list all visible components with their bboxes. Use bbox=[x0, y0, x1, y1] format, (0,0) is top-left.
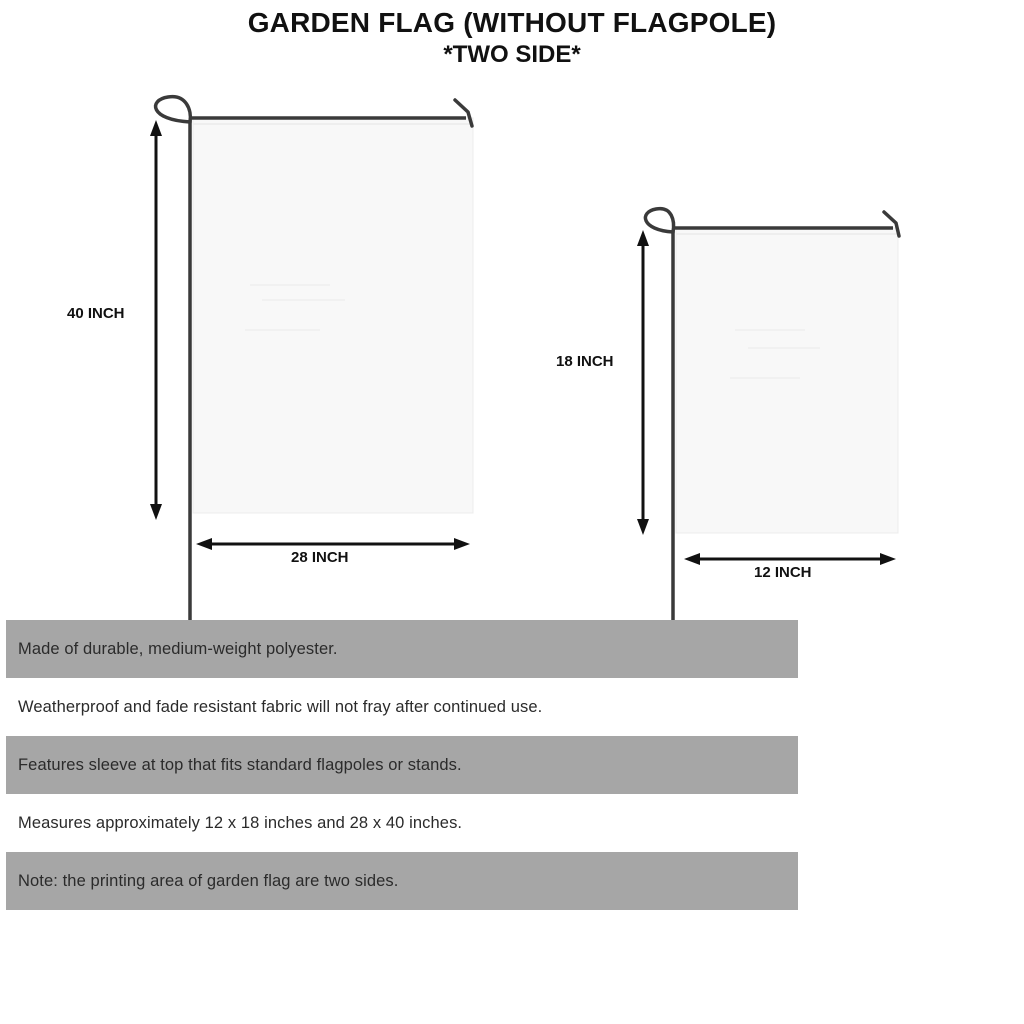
feature-text: Made of durable, medium-weight polyester. bbox=[18, 639, 338, 658]
feature-text: Weatherproof and fade resistant fabric will not fray after continued use. bbox=[18, 697, 543, 716]
small-flag-width-label: 12 INCH bbox=[754, 564, 812, 581]
large-flag-width-label: 28 INCH bbox=[291, 549, 349, 566]
list-item bbox=[6, 794, 798, 852]
small-flag-fabric bbox=[676, 228, 898, 533]
title-primary: GARDEN FLAG (WITHOUT FLAGPOLE) bbox=[247, 7, 777, 38]
title-secondary: *TWO SIDE* bbox=[443, 41, 581, 68]
small-flag-height-label: 18 INCH bbox=[556, 353, 614, 370]
small-height-arrow-bottom bbox=[637, 519, 649, 535]
small-flag-pole-hook-icon bbox=[645, 209, 673, 232]
list-item bbox=[6, 852, 798, 910]
large-width-arrow-right bbox=[454, 538, 470, 550]
large-flag-group bbox=[150, 97, 473, 620]
large-flag-pole-hook-icon bbox=[156, 97, 191, 122]
small-flag-group bbox=[637, 209, 899, 620]
list-item bbox=[6, 620, 798, 678]
feature-list bbox=[6, 620, 798, 910]
feature-text: Note: the printing area of garden flag are two sides. bbox=[18, 871, 399, 890]
small-width-arrow-left bbox=[684, 553, 700, 565]
feature-text: Features sleeve at top that fits standard flagpoles or stands. bbox=[18, 755, 462, 774]
large-width-arrow-left bbox=[196, 538, 212, 550]
list-item bbox=[6, 736, 798, 794]
small-height-arrow-top bbox=[637, 230, 649, 246]
feature-text: Measures approximately 12 x 18 inches and 28 x 40 inches. bbox=[18, 813, 463, 832]
list-item bbox=[6, 678, 798, 736]
large-flag-fabric bbox=[193, 118, 473, 513]
large-flag-height-label: 40 INCH bbox=[67, 305, 125, 322]
large-height-arrow-bottom bbox=[150, 504, 162, 520]
large-height-arrow-top bbox=[150, 120, 162, 136]
small-width-arrow-right bbox=[880, 553, 896, 565]
